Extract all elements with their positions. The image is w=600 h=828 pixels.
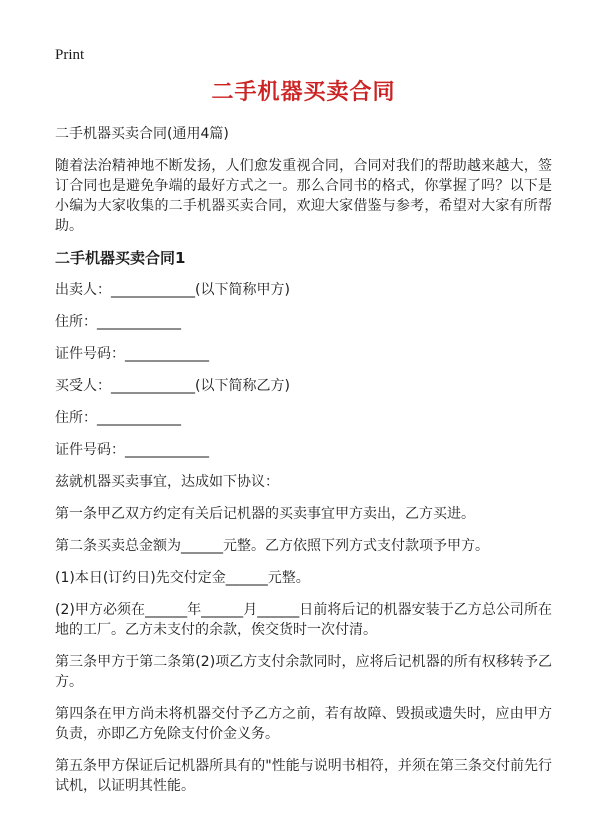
print-link[interactable]: Print xyxy=(55,47,85,63)
contract-paragraph-article-2-item-2: (2)甲方必须在______年______月______日前将后记的机器安装于乙方总公司所在地的工厂。乙方未支付的余款，俟交货时一次付清。 xyxy=(55,602,552,638)
contract-paragraph-article-3: 第三条甲方于第二条第(2)项乙方支付余款同时，应将后记机器的所有权移转予乙方。 xyxy=(55,654,552,690)
contract-paragraph-article-2: 第二条买卖总金额为______元整。乙方依照下列方式支付款项予甲方。 xyxy=(55,538,489,554)
section-heading: 二手机器买卖合同1 xyxy=(55,249,186,267)
contract-paragraph-article-2-item-1: (1)本日(订约日)先交付定金______元整。 xyxy=(55,570,310,586)
contract-paragraph-preamble: 兹就机器买卖事宜，达成如下协议： xyxy=(55,474,279,490)
contract-paragraph-seller-address: 住所：____________ xyxy=(55,314,181,330)
contract-paragraph-buyer-address: 住所：____________ xyxy=(55,410,181,426)
contract-paragraph-buyer: 买受人：____________(以下简称乙方) xyxy=(55,378,290,394)
doc-subtitle: 二手机器买卖合同(通用4篇) xyxy=(55,126,229,142)
intro-paragraph: 随着法治精神地不断发扬，人们愈发重视合同，合同对我们的帮助越来越大，签订合同也是避免争端的最好方式之一。那么合同书的格式，你掌握了吗？以下是小编为大家收集的二手机器买卖合同，欢迎大家借鉴与参考，希望对大家有所帮助。 xyxy=(55,158,552,234)
page-title: 二手机器买卖合同 xyxy=(211,80,396,105)
contract-paragraph-seller-id: 证件号码：____________ xyxy=(55,346,209,362)
contract-paragraph-article-5: 第五条甲方保证后记机器所具有的"性能与说明书相符，并须在第三条交付前先行试机，以证明其性能。 xyxy=(55,758,552,794)
contract-paragraph-buyer-id: 证件号码：____________ xyxy=(55,442,209,458)
contract-paragraph-article-4: 第四条在甲方尚未将机器交付予乙方之前，若有故障、毁损或遗失时，应由甲方负责，亦即乙方免除支付价金义务。 xyxy=(55,706,552,742)
contract-paragraph-seller: 出卖人：____________(以下简称甲方) xyxy=(55,282,290,298)
contract-paragraph-article-1: 第一条甲乙双方约定有关后记机器的买卖事宜甲方卖出，乙方买进。 xyxy=(55,506,475,522)
